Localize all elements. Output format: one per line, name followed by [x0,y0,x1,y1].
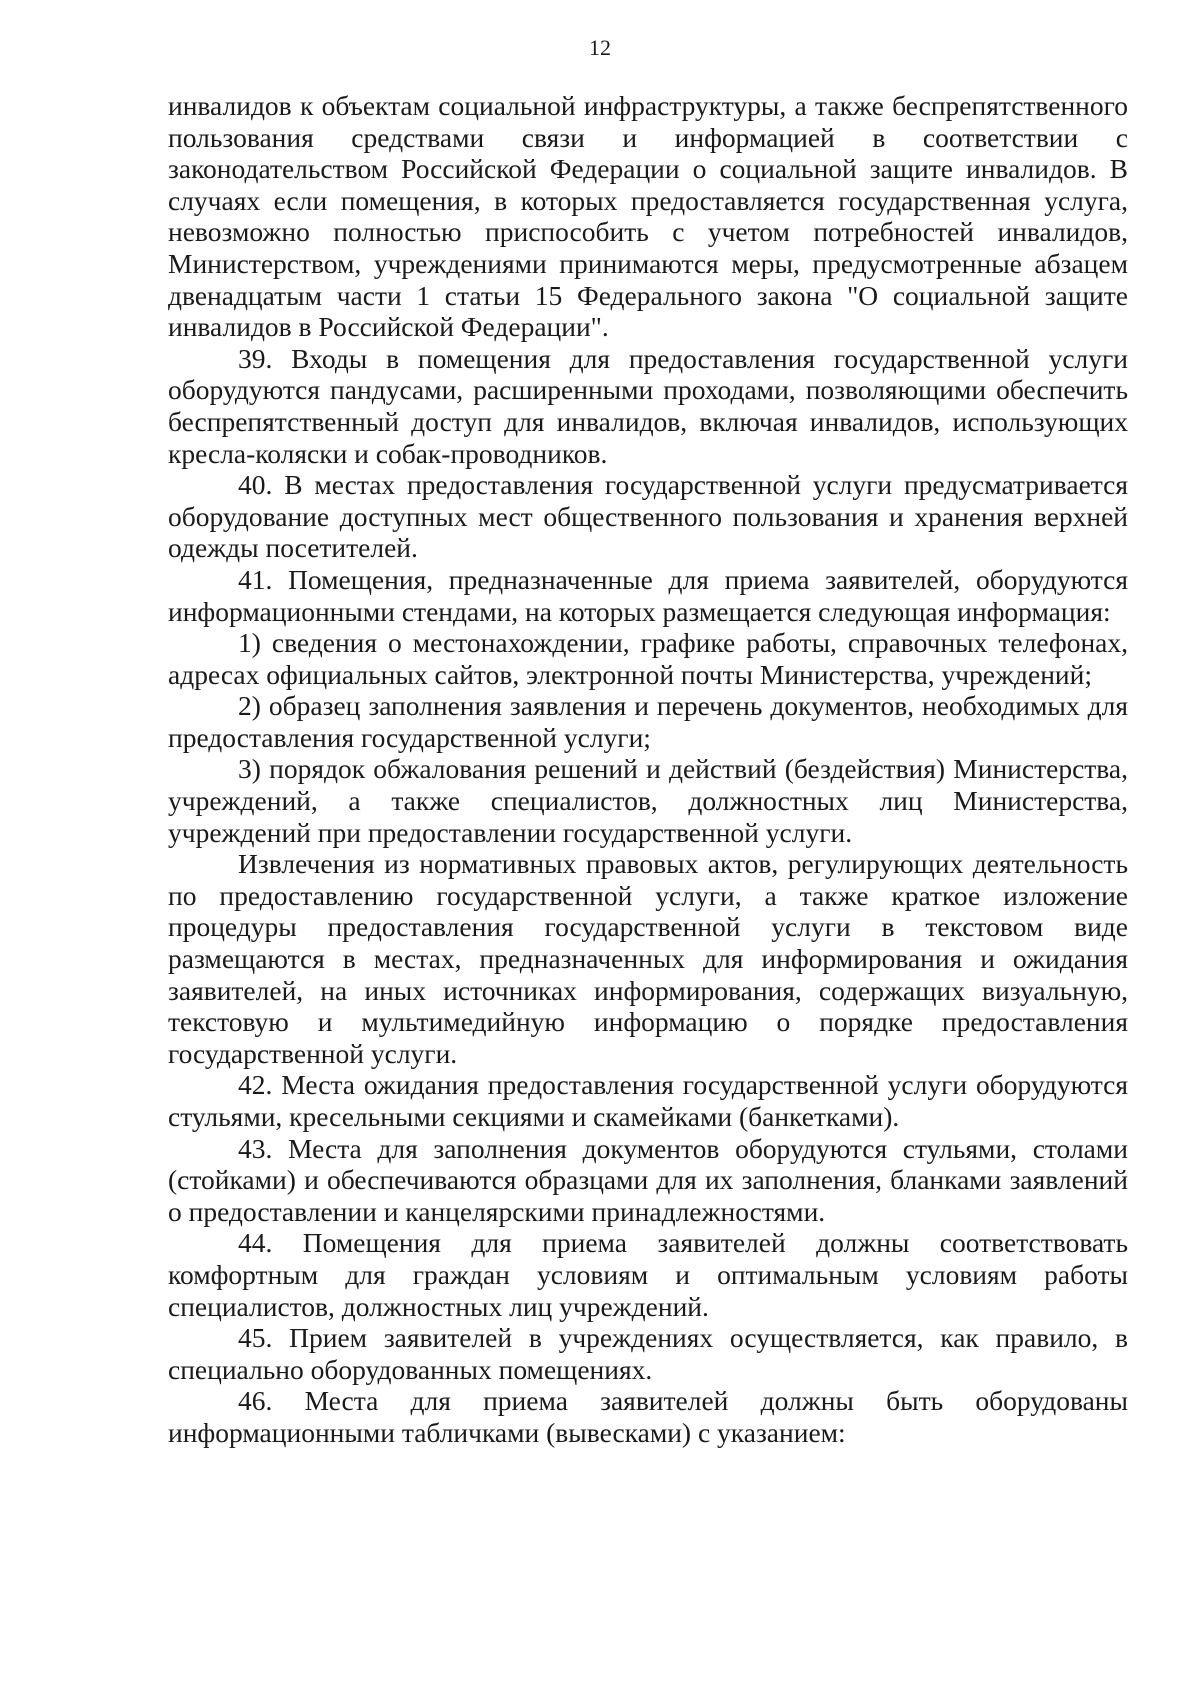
paragraph-40: 40. В местах предоставления государственной услуги предусматривается оборудование доступных мест общественного пользования и хранения верхней одежды посетителей. [168,469,1128,564]
page-number: 12 [589,35,611,60]
paragraph-46: 46. Места для приема заявителей должны быть оборудованы информационными табличками (вывесками) с указанием: [168,1385,1128,1448]
paragraph-45: 45. Прием заявителей в учреждениях осуществляется, как правило, в специально оборудованных помещениях. [168,1322,1128,1385]
document-body [168,90,1128,1449]
paragraph-extracts: Извлечения из нормативных правовых актов, регулирующих деятельность по предоставлению государственной услуги, а также краткое изложение процедуры предоставления государственной услуги в текстовом виде размещаются в местах, предназначенных для информирования и ожидания заявителей, на иных источниках информирования, содержащих визуальную, текстовую и мультимедийную информацию о порядке предоставления государственной услуги. [168,848,1128,1069]
paragraph-39: 39. Входы в помещения для предоставления государственной услуги оборудуются пандусами, расширенными проходами, позволяющими обеспечить беспрепятственный доступ для инвалидов, включая инвалидов, использующих кресла-коляски и собак-проводников. [168,342,1128,469]
paragraph-continuation: инвалидов к объектам социальной инфраструктуры, а также беспрепятственного пользования средствами связи и информацией в соответствии с законодательством Российской Федерации о социальной защите инвалидов. В случаях если помещения, в которых предоставляется государственная услуга, невозможно полностью приспособить с учетом потребностей инвалидов, Министерством, учреждениями принимаются меры, предусмотренные абзацем двенадцатым части 1 статьи 15 Федерального закона "О социальной защите инвалидов в Российской Федерации". [168,90,1128,343]
paragraph-41: 41. Помещения, предназначенные для приема заявителей, оборудуются информационными стендами, на которых размещается следующая информация: [168,563,1128,627]
list-item-2: 2) образец заполнения заявления и перечень документов, необходимых для предоставления государственной услуги; [168,690,1128,753]
list-item-3: 3) порядок обжалования решений и действий (бездействия) Министерства, учреждений, а также специалистов, должностных лиц Министерства, учреждений при предоставлении государственной услуги. [168,753,1128,848]
paragraph-42: 42. Места ожидания предоставления государственной услуги оборудуются стульями, кресельными секциями и скамейками (банкетками). [168,1069,1128,1132]
paragraph-43: 43. Места для заполнения документов оборудуются стульями, столами (стойками) и обеспечиваются образцами для их заполнения, бланками заявлений о предоставлении и канцелярскими принадлежностями. [168,1132,1128,1227]
list-item-1: 1) сведения о местонахождении, графике работы, справочных телефонах, адресах официальных сайтов, электронной почты Министерства, учреждений; [168,627,1128,690]
paragraph-44: 44. Помещения для приема заявителей должны соответствовать комфортным для граждан условиям и оптимальным условиям работы специалистов, должностных лиц учреждений. [168,1227,1128,1322]
